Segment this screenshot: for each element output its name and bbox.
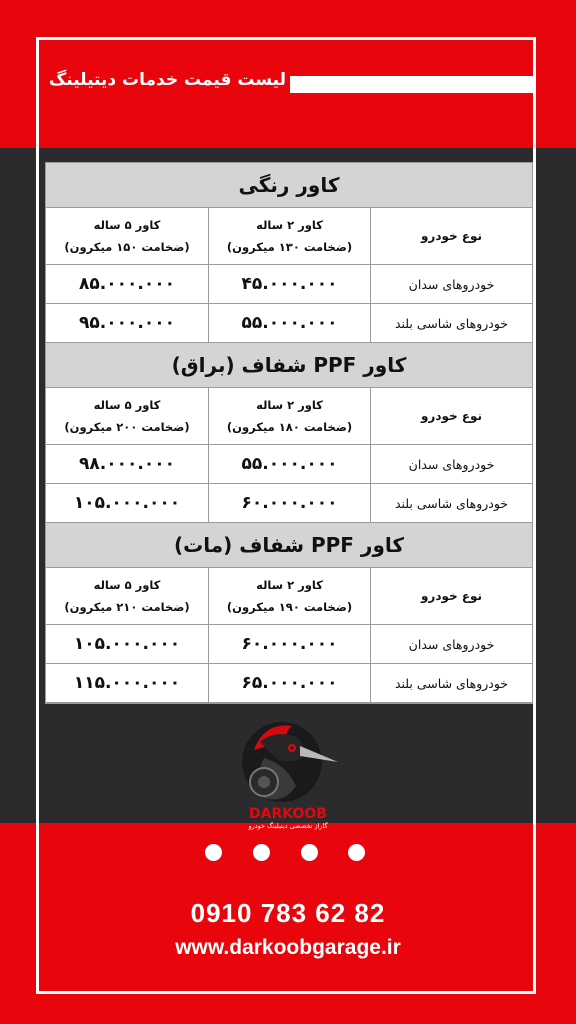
price-2year: ۵۵.۰۰۰.۰۰۰ [208,445,370,483]
dot-icon [205,844,222,861]
column-header-2year [208,388,370,444]
table-row [46,484,532,523]
price-2year: ۵۵.۰۰۰.۰۰۰ [208,304,370,342]
brand-tagline: گاراژ تخصصی دیتیلینگ خودرو [248,822,328,830]
column-header-5year-thickness: (ضخامت ۱۵۰ میکرون) [64,240,190,254]
column-header-5year [46,208,208,264]
price-5year: ۱۰۵.۰۰۰.۰۰۰ [73,493,181,513]
page-title: لیست قیمت خدمات دیتیلینگ [48,70,286,90]
vehicle-type: خودروهای سدان [370,265,532,303]
column-header-5year-thickness: (ضخامت ۲۱۰ میکرون) [64,600,190,614]
column-header-5year-title: کاور ۵ ساله [93,218,161,232]
dot-icon [301,844,318,861]
table-row [46,445,532,484]
brand-name: DARKOOB [249,806,327,822]
table-row [46,664,532,703]
vehicle-type: خودروهای سدان [370,445,532,483]
dot-decoration [205,844,371,862]
table-row [46,265,532,304]
column-header-2year-title: کاور ۲ ساله [256,398,323,412]
price-5year: ۱۱۵.۰۰۰.۰۰۰ [73,673,181,693]
column-header-5year [46,568,208,624]
column-header-type: نوع خودرو [370,388,532,444]
column-header-2year-thickness: (ضخامت ۱۸۰ میکرون) [226,420,353,434]
section-title: کاور رنگی [46,163,532,208]
price-5year: ۸۵.۰۰۰.۰۰۰ [79,274,175,294]
price-5year: ۹۵.۰۰۰.۰۰۰ [79,313,175,333]
column-header-2year [208,208,370,264]
column-header-2year-title: کاور ۲ ساله [256,218,323,232]
column-header-2year-thickness: (ضخامت ۱۳۰ میکرون) [226,240,353,254]
column-header-type: نوع خودرو [370,568,532,624]
column-header-type: نوع خودرو [370,208,532,264]
price-5year: ۱۰۵.۰۰۰.۰۰۰ [73,634,181,654]
vehicle-type: خودروهای شاسی بلند [370,484,532,522]
phone-number[interactable]: 0910 783 62 82 [190,898,386,928]
section-title: کاور PPF شفاف (براق) [46,343,532,388]
vehicle-type: خودروهای شاسی بلند [370,664,532,702]
price-2year: ۶۰.۰۰۰.۰۰۰ [208,484,370,522]
table-row [46,625,532,664]
column-header-5year-title: کاور ۵ ساله [93,398,161,412]
dot-icon [348,844,365,861]
column-header-2year [208,568,370,624]
price-5year: ۹۸.۰۰۰.۰۰۰ [79,454,175,474]
section-title: کاور PPF شفاف (مات) [46,523,532,568]
table-header-row [46,568,532,625]
vehicle-type: خودروهای شاسی بلند [370,304,532,342]
website-link[interactable]: www.darkoobgarage.ir [175,936,401,959]
column-header-5year-thickness: (ضخامت ۲۰۰ میکرون) [64,420,190,434]
vehicle-type: خودروهای سدان [370,625,532,663]
price-2year: ۶۰.۰۰۰.۰۰۰ [208,625,370,663]
price-2year: ۶۵.۰۰۰.۰۰۰ [208,664,370,702]
column-header-5year-title: کاور ۵ ساله [93,578,161,592]
price-2year: ۴۵.۰۰۰.۰۰۰ [208,265,370,303]
table-header-row [46,208,532,265]
column-header-5year [46,388,208,444]
table-row [46,304,532,343]
table-header-row [46,388,532,445]
dot-icon [253,844,270,861]
title-underline-bar [290,76,536,93]
price-table [45,162,533,704]
column-header-2year-title: کاور ۲ ساله [256,578,323,592]
column-header-2year-thickness: (ضخامت ۱۹۰ میکرون) [226,600,353,614]
